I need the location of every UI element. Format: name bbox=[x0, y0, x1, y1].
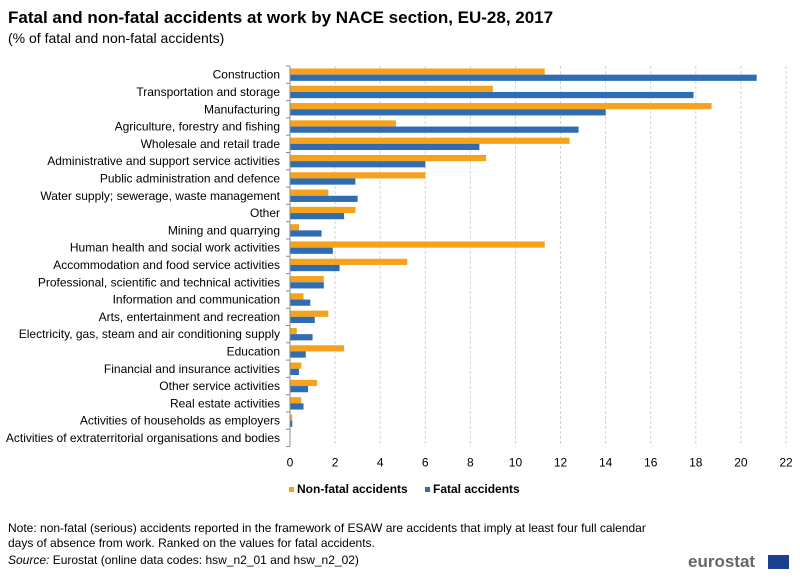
category-label: Electricity, gas, steam and air conditioning supply bbox=[18, 327, 280, 342]
category-label: Arts, entertainment and recreation bbox=[98, 309, 280, 324]
category-label: Information and communication bbox=[112, 292, 280, 307]
bar-non-fatal bbox=[290, 397, 301, 403]
bar-fatal bbox=[290, 92, 694, 98]
bar-fatal bbox=[290, 109, 606, 115]
x-tick-label: 18 bbox=[689, 455, 703, 470]
legend-label-non-fatal: Non-fatal accidents bbox=[297, 482, 408, 496]
chart-title: Fatal and non-fatal accidents at work by NACE section, EU-28, 2017 bbox=[8, 8, 554, 27]
footnote: Note: non-fatal (serious) accidents reported in the framework of ESAW are accidents that imply at least four full calendar days of absence from work. Ranked on the values for fatal accidents. bbox=[8, 521, 646, 550]
bar-fatal bbox=[290, 282, 324, 288]
bar-fatal bbox=[290, 213, 344, 219]
bar-non-fatal bbox=[290, 86, 493, 92]
bar-fatal bbox=[290, 300, 310, 306]
eurostat-logo bbox=[688, 549, 792, 575]
bar-non-fatal bbox=[290, 155, 486, 161]
bar-fatal bbox=[290, 196, 358, 202]
category-label: Human health and social work activities bbox=[69, 240, 280, 255]
category-label: Accommodation and food service activities bbox=[53, 257, 280, 272]
legend-swatch-fatal bbox=[425, 487, 430, 492]
bar-non-fatal bbox=[290, 103, 712, 109]
bar-non-fatal bbox=[290, 293, 304, 299]
bar-non-fatal bbox=[290, 241, 545, 247]
bar-non-fatal bbox=[290, 311, 328, 317]
bar-non-fatal bbox=[290, 224, 299, 230]
x-tick-label: 6 bbox=[421, 455, 429, 470]
category-label: Manufacturing bbox=[203, 102, 280, 117]
bar-non-fatal bbox=[290, 172, 425, 178]
bar-non-fatal bbox=[290, 207, 355, 213]
x-tick-label: 22 bbox=[779, 455, 793, 470]
category-label: Wholesale and retail trade bbox=[140, 136, 280, 151]
bar-non-fatal bbox=[290, 363, 301, 369]
category-label: Real estate activities bbox=[169, 396, 280, 411]
x-tick-label: 16 bbox=[644, 455, 658, 470]
chart-subtitle: (% of fatal and non-fatal accidents) bbox=[8, 30, 225, 46]
bar-non-fatal bbox=[290, 68, 545, 74]
category-label: Activities of households as employers bbox=[79, 413, 280, 428]
bar-fatal bbox=[290, 351, 306, 357]
category-label: Activities of extraterritorial organisations and bodies bbox=[5, 430, 280, 445]
bar-non-fatal bbox=[290, 120, 396, 126]
category-label: Financial and insurance activities bbox=[103, 361, 280, 376]
bar-non-fatal bbox=[290, 190, 328, 196]
bar-fatal bbox=[290, 369, 299, 375]
bar-non-fatal bbox=[290, 138, 570, 144]
bar-non-fatal bbox=[290, 380, 317, 386]
source-text: Eurostat (online data codes: hsw_n2_01 and hsw_n2_02) bbox=[52, 553, 359, 567]
bar-non-fatal bbox=[290, 259, 407, 265]
bar-fatal bbox=[290, 317, 315, 323]
eu-flag-icon bbox=[768, 555, 789, 569]
bar-non-fatal bbox=[290, 345, 344, 351]
bar-fatal bbox=[290, 334, 313, 340]
bar-fatal bbox=[290, 178, 355, 184]
category-label: Water supply; sewerage, waste management bbox=[40, 188, 280, 203]
legend-label-fatal: Fatal accidents bbox=[433, 482, 520, 496]
x-tick-label: 20 bbox=[734, 455, 748, 470]
bar-non-fatal bbox=[290, 328, 297, 334]
x-tick-label: 8 bbox=[467, 455, 474, 470]
x-tick-label: 2 bbox=[331, 455, 339, 470]
bar-fatal bbox=[290, 403, 304, 409]
bar-fatal bbox=[290, 386, 308, 392]
category-label: Other bbox=[249, 206, 280, 221]
x-tick-label: 0 bbox=[286, 455, 294, 470]
bar-fatal bbox=[290, 144, 479, 150]
category-label: Public administration and defence bbox=[99, 171, 280, 186]
category-label: Mining and quarrying bbox=[167, 223, 280, 238]
x-tick-label: 12 bbox=[553, 455, 568, 470]
category-label: Professional, scientific and technical activities bbox=[37, 275, 280, 290]
bar-fatal bbox=[290, 248, 333, 254]
category-label: Transportation and storage bbox=[136, 84, 280, 99]
category-label: Education bbox=[226, 344, 280, 359]
category-label: Administrative and support service activities bbox=[47, 154, 280, 169]
x-tick-label: 14 bbox=[598, 455, 613, 470]
bar-fatal bbox=[290, 230, 322, 236]
logo-text: eurostat bbox=[688, 552, 756, 571]
source-line bbox=[8, 553, 359, 567]
category-label: Agriculture, forestry and fishing bbox=[114, 119, 280, 134]
bar-fatal bbox=[290, 127, 579, 133]
bar-fatal bbox=[290, 265, 340, 271]
category-label: Other service activities bbox=[159, 379, 280, 394]
legend-swatch-non-fatal bbox=[289, 487, 294, 492]
bar-fatal bbox=[290, 161, 425, 167]
source-label: Source: bbox=[8, 553, 50, 567]
bar-fatal bbox=[290, 75, 757, 81]
category-label: Construction bbox=[212, 67, 280, 82]
x-tick-label: 4 bbox=[376, 455, 384, 470]
x-tick-label: 10 bbox=[508, 455, 523, 470]
bar-non-fatal bbox=[290, 276, 324, 282]
